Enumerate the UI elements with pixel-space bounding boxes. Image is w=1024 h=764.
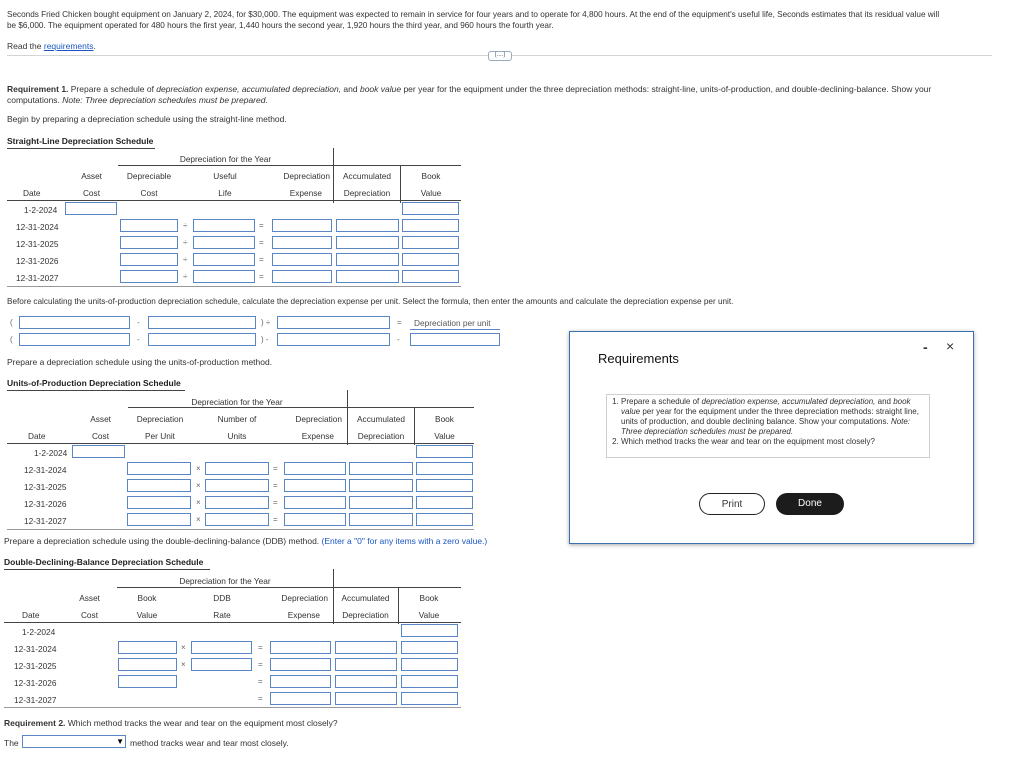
requirements-list-box bbox=[606, 394, 930, 458]
uop-title-underline bbox=[7, 390, 185, 391]
read-suffix: . bbox=[93, 41, 96, 51]
uop-acc-4-input[interactable] bbox=[349, 513, 413, 526]
sl-date-2: 12-31-2025 bbox=[16, 239, 59, 249]
formula-input-5[interactable] bbox=[148, 333, 256, 346]
print-button[interactable]: Print bbox=[699, 493, 765, 515]
sl-life-3-input[interactable] bbox=[193, 253, 255, 266]
ddb-rate-2-input[interactable] bbox=[191, 658, 252, 671]
sl-div-3: ÷ bbox=[183, 255, 188, 264]
ddb-acc-4-input[interactable] bbox=[335, 692, 397, 705]
ddb-h-bv2: Value bbox=[136, 610, 158, 620]
requirement-item-2: 2. Which method tracks the wear and tear on the equipment most closely? bbox=[621, 437, 925, 447]
read-prefix: Read the bbox=[7, 41, 44, 51]
formula-eq-1: = bbox=[397, 318, 402, 327]
uop-date-3: 12-31-2026 bbox=[24, 499, 67, 509]
ddb-h-acc1: Accumulated bbox=[341, 593, 390, 603]
sl-eq-2: = bbox=[259, 238, 264, 247]
sl-acc-2-input[interactable] bbox=[336, 236, 399, 249]
sl-h-useful2: Life bbox=[218, 188, 232, 198]
formula-input-3[interactable] bbox=[277, 316, 390, 329]
sl-h-asset1: Asset bbox=[81, 171, 102, 181]
ddb-book-2-input[interactable] bbox=[118, 658, 177, 671]
sl-date-1: 12-31-2024 bbox=[16, 222, 59, 232]
ddb-bv-0-input[interactable] bbox=[401, 624, 458, 637]
ddb-date-3: 12-31-2026 bbox=[14, 678, 57, 688]
dep-per-unit-input[interactable] bbox=[410, 333, 500, 346]
uop-dpu-2-input[interactable] bbox=[127, 479, 191, 492]
sl-div-2: ÷ bbox=[183, 238, 188, 247]
ddb-h-de2: Expense bbox=[287, 610, 320, 620]
sl-life-4-input[interactable] bbox=[193, 270, 255, 283]
uop-de-4-input[interactable] bbox=[284, 513, 346, 526]
sl-acc-1-input[interactable] bbox=[336, 219, 399, 232]
dialog-title: Requirements bbox=[598, 351, 679, 366]
req1-text-c: and bbox=[341, 84, 360, 94]
sl-div-4: ÷ bbox=[183, 272, 188, 281]
sl-date-3: 12-31-2026 bbox=[16, 256, 59, 266]
sl-eq-3: = bbox=[259, 255, 264, 264]
ddb-h-bv1: Book bbox=[137, 593, 157, 603]
ddb-de-3-input[interactable] bbox=[270, 675, 331, 688]
requirement-item-1 bbox=[621, 397, 925, 437]
item1-e: per year for the equipment under the three depreciation methods: straight line, units of production, and double declining balance. Show your computations. bbox=[621, 407, 919, 426]
ddb-prepare-line bbox=[4, 536, 487, 546]
ddb-h-acc2: Depreciation bbox=[342, 610, 389, 620]
uop-h-asset2: Cost bbox=[91, 431, 109, 441]
ddb-prepare: Prepare a depreciation schedule using the double-declining-balance (DDB) method. bbox=[4, 536, 320, 546]
ddb-bv-4-input[interactable] bbox=[401, 692, 458, 705]
uop-bv-4-input[interactable] bbox=[416, 513, 473, 526]
ddb-h-de1: Depreciation bbox=[281, 593, 328, 603]
sl-h-acc2: Depreciation bbox=[343, 188, 391, 198]
uop-h-bv1: Book bbox=[435, 414, 454, 424]
sl-dep-exp-2-input[interactable] bbox=[272, 236, 332, 249]
sl-dep-cost-3-input[interactable] bbox=[120, 253, 178, 266]
uop-eq-1: = bbox=[273, 464, 278, 473]
uop-dpu-1-input[interactable] bbox=[127, 462, 191, 475]
uop-h-dpu1: Depreciation bbox=[136, 414, 184, 424]
uop-h-nu1: Number of bbox=[217, 414, 257, 424]
formula-input-4[interactable] bbox=[19, 333, 130, 346]
sl-bv-3-input[interactable] bbox=[402, 253, 459, 266]
ddb-col-line bbox=[4, 622, 461, 623]
ddb-eq-4: = bbox=[258, 694, 263, 703]
formula-open-paren-1: ( bbox=[10, 318, 13, 327]
ddb-h-asset1: Asset bbox=[79, 593, 100, 603]
ddb-de-1-input[interactable] bbox=[270, 641, 331, 654]
uop-col-line bbox=[7, 443, 474, 444]
dep-per-unit-label: Depreciation per unit bbox=[414, 318, 491, 328]
req1-text-b: depreciation expense, accumulated depreciation, bbox=[156, 84, 342, 94]
uop-bv-1-input[interactable] bbox=[416, 462, 473, 475]
sl-book-value-0-input[interactable] bbox=[402, 202, 459, 215]
method-select[interactable] bbox=[22, 735, 126, 748]
uop-eq-4: = bbox=[273, 515, 278, 524]
dep-per-unit-underline bbox=[410, 329, 500, 330]
item1-a: Prepare a schedule of bbox=[621, 397, 702, 406]
uop-asset-cost-input[interactable] bbox=[72, 445, 125, 458]
sl-h-bv1: Book bbox=[421, 171, 441, 181]
sl-date-0: 1-2-2024 bbox=[24, 205, 58, 215]
ddb-de-4-input[interactable] bbox=[270, 692, 331, 705]
uop-acc-1-input[interactable] bbox=[349, 462, 413, 475]
formula-open-paren-2: ( bbox=[10, 335, 13, 344]
item1-b: depreciation expense, accumulated depreciation, bbox=[701, 397, 876, 406]
uop-h-date: Date bbox=[28, 431, 46, 441]
sl-h-acc1: Accumulated bbox=[343, 171, 391, 181]
sl-title: Straight-Line Depreciation Schedule bbox=[7, 136, 154, 146]
ddb-title: Double-Declining-Balance Depreciation Schedule bbox=[4, 557, 204, 567]
sl-bv-4-input[interactable] bbox=[402, 270, 459, 283]
close-icon[interactable]: × bbox=[946, 338, 955, 354]
sl-acc-3-input[interactable] bbox=[336, 253, 399, 266]
req1-line2-a: computations. bbox=[7, 95, 63, 105]
sl-dep-cost-1-input[interactable] bbox=[120, 219, 178, 232]
req2-prefix: The bbox=[4, 738, 19, 748]
ddb-h-rate2: Rate bbox=[213, 610, 231, 620]
req1-note: Note: Three depreciation schedules must be prepared. bbox=[62, 95, 268, 105]
uop-bv-2-input[interactable] bbox=[416, 479, 473, 492]
sl-h-useful1: Useful bbox=[213, 171, 237, 181]
ddb-bottom-line bbox=[4, 707, 461, 708]
sl-h-dep1: Depreciable bbox=[126, 171, 172, 181]
uop-date-2: 12-31-2025 bbox=[24, 482, 67, 492]
sl-h-date: Date bbox=[23, 188, 41, 198]
req2-suffix: method tracks wear and tear most closely. bbox=[130, 738, 289, 748]
sl-div-1: ÷ bbox=[183, 221, 188, 230]
uop-h-asset1: Asset bbox=[90, 414, 111, 424]
problem-text-line2: be $6,000. The equipment operated for 480 hours the first year, 1,440 hours the second year, 1,920 hours the third year, and 960 hours the fourth year. bbox=[7, 21, 554, 30]
ddb-acc-1-input[interactable] bbox=[335, 641, 397, 654]
uop-header-line bbox=[128, 407, 474, 408]
sl-h-bv2: Value bbox=[420, 188, 442, 198]
requirements-list bbox=[611, 397, 925, 447]
uop-h-de1: Depreciation bbox=[295, 414, 342, 424]
uop-h-dpu2: Per Unit bbox=[145, 431, 175, 441]
sl-life-1-input[interactable] bbox=[193, 219, 255, 232]
uop-times-4: × bbox=[196, 515, 201, 524]
ddb-h-asset2: Cost bbox=[80, 610, 98, 620]
uop-dpu-4-input[interactable] bbox=[127, 513, 191, 526]
ddb-eq-2: = bbox=[258, 660, 263, 669]
req1-label: Requirement 1. bbox=[7, 84, 69, 94]
read-requirements bbox=[7, 41, 96, 51]
uop-de-1-input[interactable] bbox=[284, 462, 346, 475]
uop-units-2-input[interactable] bbox=[205, 479, 269, 492]
uop-times-2: × bbox=[196, 481, 201, 490]
ddb-bv-2-input[interactable] bbox=[401, 658, 458, 671]
req1-text-a: Prepare a schedule of bbox=[68, 84, 157, 94]
uop-units-1-input[interactable] bbox=[205, 462, 269, 475]
uop-date-0: 1-2-2024 bbox=[34, 448, 68, 458]
uop-units-4-input[interactable] bbox=[205, 513, 269, 526]
ddb-eq-1: = bbox=[258, 643, 263, 652]
chevron-down-icon: ▼ bbox=[116, 737, 124, 746]
uop-title: Units-of-Production Depreciation Schedule bbox=[7, 378, 181, 388]
req1-line2 bbox=[7, 95, 268, 105]
uop-acc-2-input[interactable] bbox=[349, 479, 413, 492]
sl-group-header: Depreciation for the Year bbox=[179, 154, 272, 164]
problem-text-line1: Seconds Fried Chicken bought equipment on January 2, 2024, for $30,000. The equipment was expected to remain in service for four years and to operate for 4,800 hours. At the end of the equipment's useful life, Seconds estimates that its residual value will bbox=[7, 10, 940, 19]
ddb-date-0: 1-2-2024 bbox=[22, 627, 56, 637]
item1-d: book value bbox=[621, 397, 911, 416]
sl-h-de1: Depreciation bbox=[283, 171, 330, 181]
uop-acc-3-input[interactable] bbox=[349, 496, 413, 509]
formula-input-2[interactable] bbox=[148, 316, 256, 329]
uop-eq-2: = bbox=[273, 481, 278, 490]
sl-dep-cost-4-input[interactable] bbox=[120, 270, 178, 283]
formula-close-div: ) ÷ bbox=[261, 318, 271, 327]
uop-h-nu2: Units bbox=[227, 431, 247, 441]
done-button[interactable]: Done bbox=[776, 493, 844, 515]
ddb-rate-1-input[interactable] bbox=[191, 641, 252, 654]
req1-text-e: per year for the equipment under the three depreciation methods: straight-line, units-of-production, and double-declining-balance. Show your bbox=[401, 84, 932, 94]
begin-instruction: Begin by preparing a depreciation schedule using the straight-line method. bbox=[7, 114, 287, 124]
uop-h-bv2: Value bbox=[434, 431, 455, 441]
ddb-group-header: Depreciation for the Year bbox=[179, 576, 271, 586]
sl-h-de2: Expense bbox=[289, 188, 322, 198]
uop-units-3-input[interactable] bbox=[205, 496, 269, 509]
minimize-icon[interactable]: - bbox=[923, 339, 928, 355]
formula-input-6[interactable] bbox=[277, 333, 390, 346]
formula-minus-1: - bbox=[137, 318, 140, 327]
ddb-date-2: 12-31-2025 bbox=[14, 661, 57, 671]
uop-date-1: 12-31-2024 bbox=[24, 465, 67, 475]
uop-de-2-input[interactable] bbox=[284, 479, 346, 492]
uop-bv-3-input[interactable] bbox=[416, 496, 473, 509]
ddb-bv-3-input[interactable] bbox=[401, 675, 458, 688]
ddb-h-rate1: DDB bbox=[213, 593, 231, 603]
ddb-date-1: 12-31-2024 bbox=[14, 644, 57, 654]
formula-minus-2: - bbox=[137, 335, 140, 344]
requirements-link[interactable]: requirements bbox=[43, 41, 94, 51]
sl-h-dep2: Cost bbox=[140, 188, 158, 198]
uop-dpu-3-input[interactable] bbox=[127, 496, 191, 509]
ddb-header-line bbox=[117, 587, 461, 588]
ddb-bv-1-input[interactable] bbox=[401, 641, 458, 654]
sl-title-underline bbox=[7, 148, 155, 149]
sl-h-asset2: Cost bbox=[82, 188, 100, 198]
sl-dep-exp-3-input[interactable] bbox=[272, 253, 332, 266]
sl-dep-exp-4-input[interactable] bbox=[272, 270, 332, 283]
sl-dep-cost-2-input[interactable] bbox=[120, 236, 178, 249]
uop-times-3: × bbox=[196, 498, 201, 507]
ddb-h-bvr2: Value bbox=[418, 610, 440, 620]
ddb-book-1-input[interactable] bbox=[118, 641, 177, 654]
uop-group-header: Depreciation for the Year bbox=[191, 397, 283, 407]
formula-input-1[interactable] bbox=[19, 316, 130, 329]
formula-close-minus: ) - bbox=[261, 335, 269, 344]
ddb-acc-3-input[interactable] bbox=[335, 675, 397, 688]
ddb-eq-3: = bbox=[258, 677, 263, 686]
uop-h-acc2: Depreciation bbox=[357, 431, 405, 441]
sl-asset-cost-input[interactable] bbox=[65, 202, 117, 215]
requirements-dialog bbox=[569, 331, 974, 544]
req2-text: Which method tracks the wear and tear on the equipment most closely? bbox=[65, 718, 338, 728]
uop-eq-3: = bbox=[273, 498, 278, 507]
uop-de-3-input[interactable] bbox=[284, 496, 346, 509]
sl-header-line bbox=[118, 165, 461, 166]
uop-rate-instruction: Before calculating the units-of-production depreciation schedule, calculate the depreciation expense per unit. Select the formula, then enter the amounts and calculate the depreciation expense per unit. bbox=[7, 297, 734, 306]
sl-date-4: 12-31-2027 bbox=[16, 273, 59, 283]
req1-text-d: book value bbox=[359, 84, 402, 94]
ddb-acc-2-input[interactable] bbox=[335, 658, 397, 671]
ddb-h-date: Date bbox=[22, 610, 40, 620]
sl-eq-4: = bbox=[259, 272, 264, 281]
uop-date-4: 12-31-2027 bbox=[24, 516, 67, 526]
sl-dep-exp-1-input[interactable] bbox=[272, 219, 332, 232]
sl-bottom-line bbox=[7, 286, 461, 287]
sl-eq-1: = bbox=[259, 221, 264, 230]
ddb-times-2: × bbox=[181, 660, 186, 669]
ddb-times-1: × bbox=[181, 643, 186, 652]
ddb-note: (Enter a "0" for any items with a zero value.) bbox=[321, 536, 488, 546]
uop-h-de2: Expense bbox=[301, 431, 334, 441]
req2-line bbox=[4, 718, 338, 728]
uop-prepare: Prepare a depreciation schedule using the units-of-production method. bbox=[7, 357, 273, 367]
ddb-date-4: 12-31-2027 bbox=[14, 695, 57, 705]
expand-button[interactable]: (....) bbox=[488, 51, 512, 61]
item1-f: Note: Three depreciation schedules must be prepared. bbox=[621, 417, 911, 436]
sl-bv-1-input[interactable] bbox=[402, 219, 459, 232]
sl-bv-2-input[interactable] bbox=[402, 236, 459, 249]
sl-acc-4-input[interactable] bbox=[336, 270, 399, 283]
formula-minus-3: - bbox=[397, 335, 400, 344]
sl-col-line bbox=[7, 200, 461, 201]
req2-label: Requirement 2. bbox=[4, 718, 66, 728]
uop-times-1: × bbox=[196, 464, 201, 473]
sl-life-2-input[interactable] bbox=[193, 236, 255, 249]
ddb-h-bvr1: Book bbox=[419, 593, 439, 603]
uop-h-acc1: Accumulated bbox=[357, 414, 405, 424]
uop-bv-0-input[interactable] bbox=[416, 445, 473, 458]
ddb-title-underline bbox=[4, 569, 210, 570]
req1-line1 bbox=[7, 84, 931, 94]
item1-c: and bbox=[875, 397, 894, 406]
uop-bottom-line bbox=[7, 529, 474, 530]
ddb-de-2-input[interactable] bbox=[270, 658, 331, 671]
ddb-book-3-input[interactable] bbox=[118, 675, 177, 688]
